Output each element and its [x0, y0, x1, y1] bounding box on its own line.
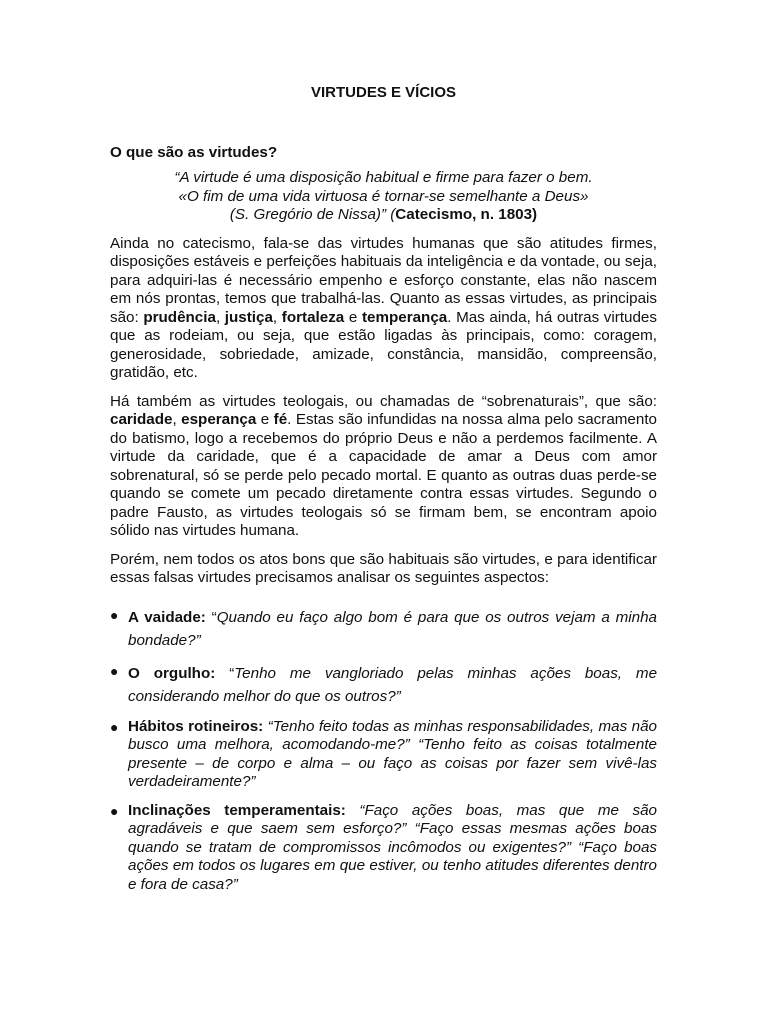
quote-line-2: «O fim de uma vida virtuosa é tornar-se semelhante a Deus»	[178, 187, 589, 205]
virtue-fortitude: fortaleza	[281, 308, 345, 326]
list-item-text: “Tenho feito todas as minhas responsabilidades, mas não busco uma melhora, acomodando-me?” “Tenho feito as coisas totalmente presente – de corpo e alma – ou faço as coisas por fazer sem vivê-las verdadeiramente?”	[128, 717, 657, 790]
aspects-list	[110, 606, 657, 895]
list-item-lead: “	[205, 608, 217, 626]
para2-sep: e	[256, 411, 274, 428]
list-item-lead: “	[215, 664, 235, 682]
list-item-label: A vaidade:	[128, 608, 206, 626]
virtue-hope: esperança	[181, 411, 257, 428]
para1-sep: e	[344, 308, 362, 326]
list-item	[110, 606, 657, 652]
paragraph-theological-virtues	[110, 393, 657, 541]
para2-text-end: . Estas são infundidas na nossa alma pelo sacramento do batismo, logo a recebemos do próprio Deus e não a perdemos facilmente. A virtude da caridade, que é a capacidade de amar a Deus com amor sobrenatural, só se perde pelo pecado mortal. E quanto as outras duas perde-se quando se comete um pecado diretamente contra essas virtudes. Segundo o padre Fausto, as virtudes teologais só se firmam bem, se encontram apoio sólido nas virtudes humana.	[110, 411, 657, 539]
virtue-charity: caridade	[110, 411, 173, 428]
virtue-faith: fé	[273, 411, 288, 428]
bullet-icon: ●	[110, 802, 119, 819]
list-item-label: Inclinações temperamentais:	[128, 801, 346, 819]
paragraph-false-virtues: Porém, nem todos os atos bons que são habituais são virtudes, e para identificar essas falsas virtudes precisamos analisar os seguintes aspectos:	[110, 550, 657, 586]
para2-text: Há também as virtudes teologais, ou chamadas de “sobrenaturais”, que são:	[110, 392, 657, 410]
virtue-justice: justiça	[224, 308, 273, 326]
para1-sep: ,	[272, 308, 282, 326]
bullet-icon: ●	[110, 606, 119, 623]
quote-line-1: “A virtude é uma disposição habitual e firme para fazer o bem.	[174, 169, 593, 186]
list-item-lead	[346, 802, 360, 819]
list-item-text: “Faço ações boas, mas que me são agradáveis e que saem sem esforço?” “Faço essas mesmas ações boas quando se tratam de compromissos incômodos ou exigentes?” “Faço boas ações em todos os lugares em que estiver, ou tenho atitudes diferentes dentro e fora de casa?”	[128, 801, 657, 893]
para2-sep: ,	[172, 411, 182, 428]
bullet-icon: ●	[110, 662, 119, 679]
para1-text: Ainda no catecismo, fala-se das virtudes humanas que são atitudes firmes, disposições estáveis e perfeições habituais da inteligência e da vontade, ou seja, para adquiri-las é necessário empenho e esforço constante, elas não nascem em nós prontas, temos que trabalhá-las. Quanto as essas virtudes, as principais são:	[110, 234, 657, 326]
list-item-label: O orgulho:	[128, 664, 216, 682]
quote-attribution: (S. Gregório de Nissa)” (	[229, 206, 396, 223]
bullet-icon: ●	[110, 718, 119, 735]
catechism-quote	[110, 169, 657, 225]
list-item	[110, 662, 657, 708]
list-item-text: Tenho me vangloriado pelas minhas ações boas, me considerando melhor do que os outros?”	[128, 664, 658, 705]
list-item-text: Quando eu faço algo bom é para que os outros vejam a minha bondade?”	[128, 608, 657, 649]
para1-text-end: . Mas ainda, há outras virtudes que as rodeiam, ou seja, que estão ligadas às principais, como: coragem, generosidade, sobriedade, amizade, constância, mansidão, compreensão, gratidão, etc.	[110, 308, 657, 381]
list-item	[110, 718, 657, 792]
para1-sep: ,	[215, 308, 225, 326]
list-item-label: Hábitos rotineiros:	[128, 717, 264, 735]
quote-reference: Catecismo, n. 1803)	[395, 206, 538, 223]
paragraph-human-virtues	[110, 235, 657, 383]
section-heading: O que são as virtudes?	[110, 143, 278, 161]
document-page	[110, 84, 657, 896]
virtue-temperance: temperança	[361, 308, 448, 326]
list-item	[110, 802, 657, 895]
virtue-prudence: prudência	[143, 308, 216, 326]
page-title: VIRTUDES E VÍCIOS	[310, 84, 457, 101]
quote-line-3	[110, 206, 657, 225]
